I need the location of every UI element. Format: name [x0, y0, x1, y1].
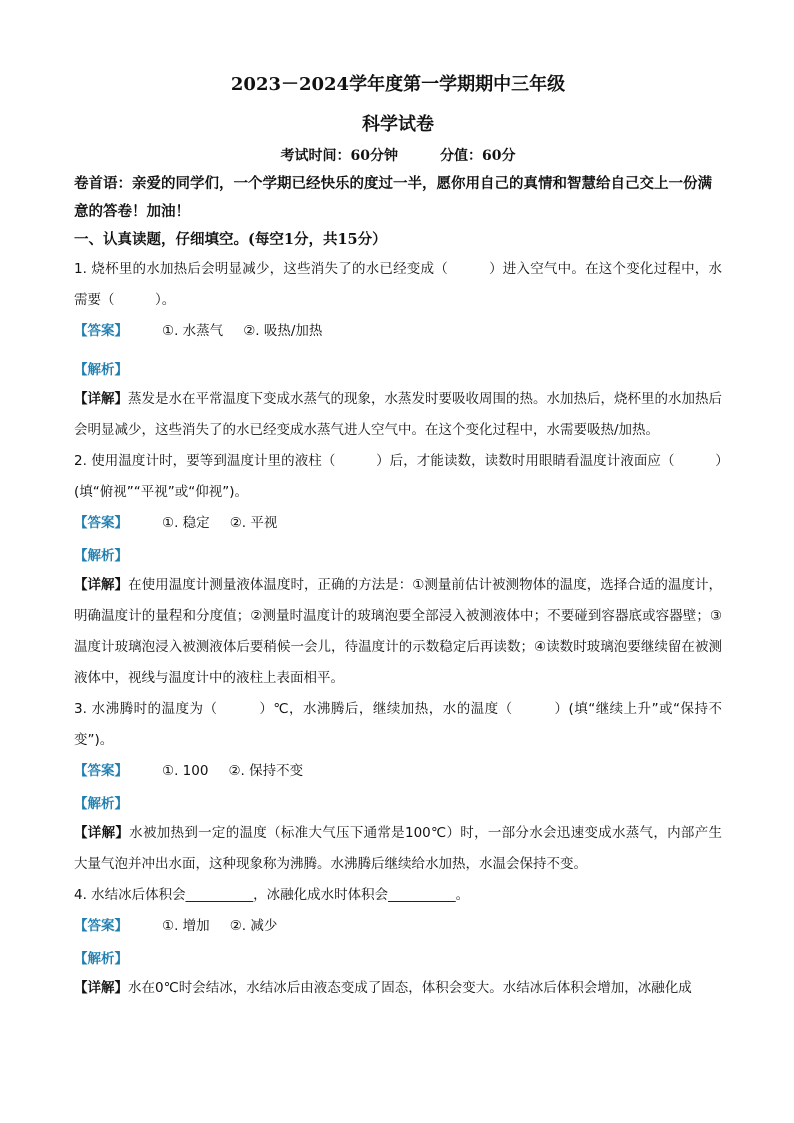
analysis-row: [74, 787, 722, 818]
exam-page: [74, 70, 722, 1004]
detail-text: 水在0℃时会结冰，水结冰后由液态变成了固态，体积会变大。水结冰后体积会增加，冰融化成: [128, 980, 692, 996]
section-heading: 一、认真读题，仔细填空。(每空1分，共15分）: [74, 231, 387, 248]
answer-label: 【答案】: [74, 515, 128, 531]
exam-time: 考试时间：60分钟: [280, 148, 398, 164]
answer-label: 【答案】: [74, 323, 128, 339]
detail-text: 水被加热到一定的温度（标准大气压下通常是100℃）时，一部分水会迅速变成水蒸气，内部产生大量气泡并冲出水面，这种现象称为沸腾。水沸腾后继续给水加热，水温会保持不变。: [74, 825, 723, 872]
answer-row-3: [74, 756, 722, 787]
question-1: 1. 烧杯里的水加热后会明显减少，这些消失了的水已经变成（ ）进入空气中。在这个变化过程中，水需要（ ）。: [74, 261, 722, 308]
exam-score: 分值：60分: [440, 148, 516, 164]
exam-title: 2023－2024学年度第一学期期中三年级: [230, 74, 566, 95]
analysis-label: 【解析】: [74, 951, 128, 967]
answer-label: 【答案】: [74, 918, 128, 934]
detail-text: 蒸发是水在平常温度下变成水蒸气的现象，水蒸发时要吸收周围的热。水加热后，烧杯里的水加热后会明显减少，这些消失了的水已经变成水蒸气进人空气中。在这个变化过程中，水需要吸热/加热。: [74, 391, 722, 438]
analysis-label: 【解析】: [74, 362, 128, 378]
detail-3: [74, 818, 722, 880]
analysis-row: [74, 942, 722, 973]
question-3: 3. 水沸腾时的温度为（ ）℃，水沸腾后，继续加热，水的温度（ ）(填“继续上升”或“保持不变”)。: [74, 701, 722, 748]
exam-meta: [74, 144, 722, 168]
analysis-row: [74, 539, 722, 570]
analysis-label: 【解析】: [74, 796, 128, 812]
question-4: 4. 水结冰后体积会__________，冰融化成水时体积会__________。: [74, 887, 470, 903]
detail-label: 【详解】: [74, 577, 129, 593]
answer-item: ①. 100: [162, 763, 209, 779]
answer-row-1: [74, 316, 722, 347]
detail-label: 【详解】: [74, 825, 130, 841]
answer-row-2: [74, 508, 722, 539]
answer-item: ①. 水蒸气: [162, 323, 224, 339]
answer-item: ①. 稳定: [162, 515, 210, 531]
detail-label: 【详解】: [74, 980, 128, 996]
answer-item: ②. 保持不变: [228, 763, 304, 779]
question-2: 2. 使用温度计时，要等到温度计里的液柱（ ）后，才能读数，读数时用眼睛看温度计液面应（ ）(填“俯视”“平视”或“仰视”)。: [74, 453, 722, 500]
intro-text: 卷首语：亲爱的同学们，一个学期已经快乐的度过一半，愿你用自己的真情和智慧给自己交上一份满意的答卷！加油！: [74, 175, 712, 220]
detail-2: [74, 570, 722, 694]
answer-item: ①. 增加: [162, 918, 210, 934]
detail-label: 【详解】: [74, 391, 128, 407]
detail-1: [74, 384, 722, 446]
answer-row-4: [74, 911, 722, 942]
detail-4: [74, 973, 722, 1004]
analysis-label: 【解析】: [74, 548, 128, 564]
answer-label: 【答案】: [74, 763, 128, 779]
analysis-row: [74, 353, 722, 384]
exam-subtitle: 科学试卷: [362, 114, 434, 135]
answer-item: ②. 减少: [229, 918, 278, 934]
detail-text: 在使用温度计测量液体温度时，正确的方法是：①测量前估计被测物体的温度，选择合适的温度计，明确温度计的量程和分度值；②测量时温度计的玻璃泡要全部浸入被测液体中；不要碰到容器底或容器壁；③温度计玻璃泡浸入被测液体后要稍候一会儿，待温度计的示数稳定后再读数；④读数时玻璃泡要继续留在被测液体中，视线与温度计中的液柱上表面相平。: [74, 577, 722, 686]
answer-item: ②. 平视: [229, 515, 278, 531]
answer-item: ②. 吸热/加热: [243, 323, 323, 339]
